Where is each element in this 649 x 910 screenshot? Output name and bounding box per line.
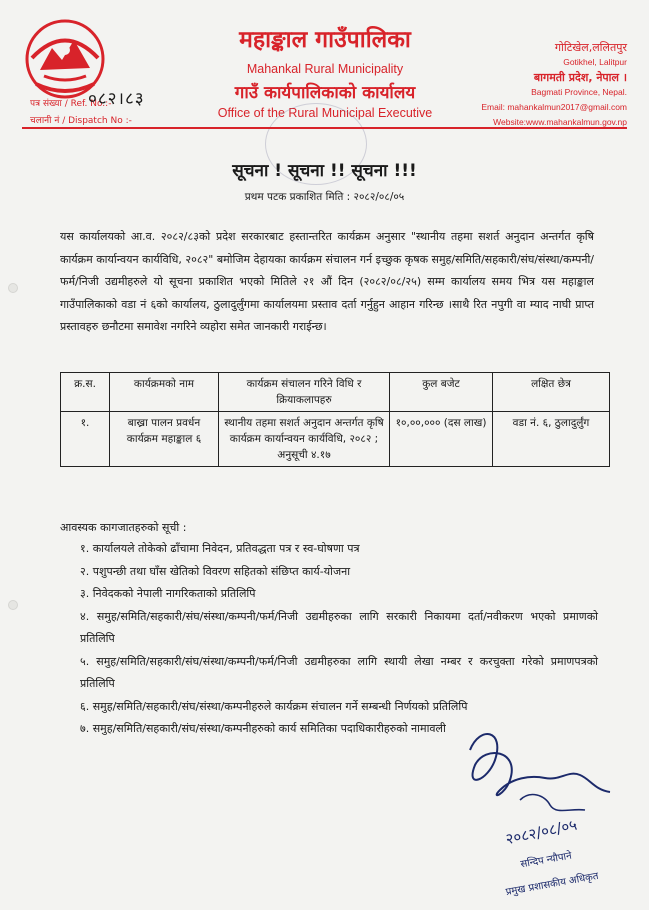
list-item: ५. समुह/समिति/सहकारी/संघ/संस्था/कम्पनी/फर्म/निजी उद्यमीहरुका लागि स्थायी लेखा नम्बर र करचुक्ता गरेको प्रमाणपत्रको प्रतिलिपि	[80, 654, 598, 690]
ref-number: ०८२।८३	[88, 89, 145, 109]
cell-budget: १०,००,००० (दस लाख)	[390, 412, 493, 467]
ref-label: पत्र संख्या / Ref. No.:-	[30, 99, 112, 109]
publication-date: प्रथम पटक प्रकाशित मिति : २०८२/०८/०५	[244, 191, 405, 203]
signature-date: २०८२/०८/०५	[503, 815, 579, 849]
address-np: गोटिखेल,ललितपुर	[554, 41, 627, 54]
col-method: कार्यक्रम संचालन गरिने विधि र क्रियाकलापहरु	[219, 373, 390, 412]
program-table	[60, 372, 610, 467]
list-item: ३. निवेदकको नेपाली नागरिकताको प्रतिलिपि	[80, 587, 256, 600]
header-divider	[22, 127, 627, 129]
website: Website:www.mahankalmun.gov.np	[493, 117, 627, 127]
office-name-np: गाउँ कार्यपालिकाको कार्यालय	[234, 83, 416, 103]
list-item: ७. समुह/समिति/सहकारी/संघ/संस्था/कम्पनीहरुको कार्य समितिका पदाधिकारीहरुको नामावली	[80, 722, 446, 735]
cell-target-area: वडा नं. ६, ठुलादुर्लुंग	[493, 412, 610, 467]
cell-serial: १.	[61, 412, 110, 467]
province-en: Bagmati Province, Nepal.	[531, 87, 627, 97]
cell-method: स्थानीय तहमा सशर्त अनुदान अन्तर्गत कृषि कार्यक्रम कार्यान्वयन कार्यविधि, २०८२ ; अनुसूची ४.१७	[219, 412, 390, 467]
table-row	[61, 412, 610, 467]
office-name-en: Office of the Rural Municipal Executive	[217, 106, 433, 120]
address-en: Gotikhel, Lalitpur	[563, 57, 627, 67]
signer-title: प्रमुख प्रशासकीय अधिकृत	[505, 870, 600, 899]
email: Email: mahankalmun2017@gmail.com	[481, 102, 627, 112]
documents-list	[80, 538, 598, 741]
table-header-row	[61, 373, 610, 412]
municipality-name-en: Mahankal Rural Municipality	[246, 62, 404, 76]
col-budget: कुल बजेट	[390, 373, 493, 412]
list-item: २. पशुपन्छी तथा घाँस खेतिको विवरण सहितको संछिप्त कार्य-योजना	[80, 564, 351, 578]
province-np: बागमती प्रदेश, नेपाल ।	[533, 71, 627, 84]
list-item: ६. समुह/समिति/सहकारी/संघ/संस्था/कम्पनीहरुले कार्यक्रम संचालन गर्ने सम्बन्धी निर्णयको प्रतिलिपि	[80, 699, 468, 713]
cell-program-name: बाख्रा पालन प्रवर्धन कार्यक्रम महाङ्काल ६	[110, 412, 219, 467]
notice-paragraph: यस कार्यालयको आ.व. २०८२/८३को प्रदेश सरकारबाट हस्तान्तरित कार्यक्रम अनुसार "स्थानीय तहमा सशर्त अनुदान अन्तर्गत कृषि कार्यक्रम कार्यान्वयन कार्यविधि, २०८२" बमोजिम देहायका कार्यक्रम संचालन गर्न इच्छुक कृषक समुह/समिति/सहकारी/संघ/संस्था/कम्पनी/फर्म/निजी उद्यमीहरुले यो सूचना प्रकाशित भएको मितिले २१ औं दिन (२०८२/०८/२५) सम्म कार्यालय समय भित्र यस महाङ्काल गाउँपालिकाको वडा नं ६को कार्यालय, ठुलादुर्लुंगमा कार्यालयमा प्रस्ताव दर्ता गर्नुहुन आहान गरिन्छ ।साथै रित नपुगी वा म्याद नाघी प्राप्त प्रस्तावहरु छनौटमा समावेश नगरिने व्यहोरा समेत जानकारी गराईन्छ।	[60, 230, 594, 333]
contact-block	[437, 40, 627, 130]
punch-hole	[8, 283, 18, 293]
col-serial: क्र.स.	[61, 373, 110, 412]
dispatch-label: चलानी नं / Dispatch No :-	[30, 116, 132, 126]
notice-title: सूचना ! सूचना !! सूचना !!!	[232, 161, 417, 181]
col-program-name: कार्यक्रमको नाम	[110, 373, 219, 412]
col-target-area: लक्षित छेत्र	[493, 373, 610, 412]
punch-hole	[8, 600, 18, 610]
list-item: ४. समुह/समिति/सहकारी/संघ/संस्था/कम्पनी/फर्म/निजी उद्यमीहरुका लागि सरकारी निकायमा दर्ता/नवीकरण भएको प्रमाणको प्रतिलिपि	[80, 609, 598, 645]
documents-title: आवस्यक कागजातहरुको सूची :	[60, 521, 187, 534]
signer-name: सन्दिप न्यौपाने	[519, 850, 573, 871]
municipality-name-np: महाङ्काल गाउँपालिका	[239, 27, 411, 53]
list-item: १. कार्यालयले तोकेको ढाँचामा निवेदन, प्रतिवद्धता पत्र र स्व-घोषणा पत्र	[80, 542, 360, 555]
